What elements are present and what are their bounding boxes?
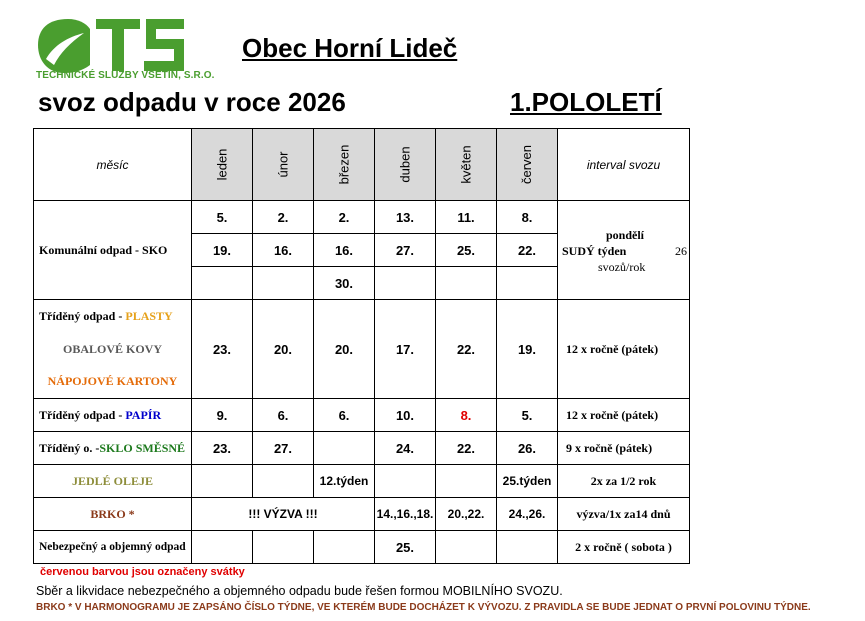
plasty-label-prefix: Tříděný odpad - <box>39 308 126 323</box>
schedule-subtitle: svoz odpadu v roce 2026 <box>38 87 346 117</box>
brko-row <box>34 498 690 531</box>
mobile-collection-note: Sběr a likvidace nebezpečného a objemného odpadu bude řešen formou MOBILNÍHO SVOZU. <box>36 584 563 598</box>
sko-interval-week: SUDÝ týden <box>562 244 627 258</box>
month-cell <box>497 129 558 201</box>
month-cell <box>436 129 497 201</box>
papir-value: 10. <box>375 399 436 432</box>
sklo-label-prefix: Tříděný o. - <box>39 440 100 455</box>
nebezpecny-interval: 2 x ročně ( sobota ) <box>558 531 690 564</box>
papir-label-main: PAPÍR <box>125 407 162 422</box>
plasty-value: 17. <box>375 300 436 399</box>
plasty-label <box>34 300 192 333</box>
month-label: únor <box>275 150 291 178</box>
nebezpecny-label: Nebezpečný a objemný odpad <box>34 531 192 564</box>
plasty-value: 22. <box>436 300 497 399</box>
sko-interval-unit: svozů/rok <box>598 260 646 274</box>
month-cell <box>314 129 375 201</box>
plasty-value: 19. <box>497 300 558 399</box>
sko-interval-day: pondělí <box>606 228 645 242</box>
oleje-interval: 2x za 1/2 rok <box>558 465 690 498</box>
sklo-value: 22. <box>436 432 497 465</box>
papir-value: 6. <box>253 399 314 432</box>
plasty-label-main: PLASTY <box>125 308 173 323</box>
logo-subtitle: TECHNICKÉ SLUŽBY VSETÍN, S.R.O. <box>36 70 215 81</box>
sko-value: 2. <box>314 201 375 234</box>
oleje-value <box>192 465 253 498</box>
month-cell <box>375 129 436 201</box>
holiday-note: červenou barvou jsou označeny svátky <box>40 566 245 578</box>
nebezpecny-value <box>192 531 253 564</box>
plasty-value: 20. <box>314 300 375 399</box>
sko-value: 30. <box>314 267 375 300</box>
sko-value <box>497 267 558 300</box>
oleje-label: JEDLÉ OLEJE <box>34 465 192 498</box>
papir-value: 5. <box>497 399 558 432</box>
month-header: měsíc <box>96 157 129 172</box>
brko-interval: výzva/1x za14 dnů <box>558 498 690 531</box>
month-label: červen <box>519 144 535 184</box>
period-title: 1.POLOLETÍ <box>510 87 662 117</box>
sko-value <box>253 267 314 300</box>
plasty-row-1 <box>34 300 690 333</box>
sko-value: 2. <box>253 201 314 234</box>
nebezpecny-value <box>253 531 314 564</box>
sko-value <box>192 267 253 300</box>
month-label: duben <box>397 145 413 183</box>
oleje-value: 25.týden <box>497 465 558 498</box>
brko-value: 24.,26. <box>497 498 558 531</box>
month-header-cell <box>34 129 192 201</box>
oleje-value <box>375 465 436 498</box>
oleje-row <box>34 465 690 498</box>
oleje-value <box>436 465 497 498</box>
sko-interval <box>558 202 689 298</box>
sklo-value: 26. <box>497 432 558 465</box>
sklo-value <box>314 432 375 465</box>
sklo-value: 27. <box>253 432 314 465</box>
kovy-label: OBALOVÉ KOVY <box>34 333 192 366</box>
sko-value: 22. <box>497 234 558 267</box>
sklo-label <box>34 432 192 465</box>
papir-value: 6. <box>314 399 375 432</box>
nebezpecny-row <box>34 531 690 564</box>
sko-value: 19. <box>192 234 253 267</box>
ts-logo-icon <box>34 15 194 75</box>
papir-label <box>34 399 192 432</box>
municipality-title: Obec Horní Lideč <box>242 33 458 63</box>
nebezpecny-value <box>436 531 497 564</box>
papir-interval: 12 x ročně (pátek) <box>558 399 690 432</box>
sko-value: 13. <box>375 201 436 234</box>
sklo-value: 24. <box>375 432 436 465</box>
sko-value <box>436 267 497 300</box>
oleje-value: 12.týden <box>314 465 375 498</box>
month-cell <box>253 129 314 201</box>
papir-value-holiday: 8. <box>436 399 497 432</box>
brko-value: 14.,16.,18. <box>375 498 436 531</box>
header-row <box>34 129 690 201</box>
nebezpecny-value <box>314 531 375 564</box>
nebezpecny-value: 25. <box>375 531 436 564</box>
sklo-label-main: SKLO SMĚSNÉ <box>99 440 186 455</box>
papir-label-prefix: Tříděný odpad - <box>39 407 126 422</box>
papir-row <box>34 399 690 432</box>
sko-value: 11. <box>436 201 497 234</box>
plasty-interval: 12 x ročně (pátek) <box>558 300 690 399</box>
month-cell <box>192 129 253 201</box>
sko-label: Komunální odpad - SKO <box>34 201 192 300</box>
interval-header-cell <box>558 129 690 201</box>
karton-label: NÁPOJOVÉ KARTONY <box>34 366 192 399</box>
sklo-value: 23. <box>192 432 253 465</box>
sko-interval-cell <box>558 201 690 300</box>
sko-value: 27. <box>375 234 436 267</box>
plasty-value: 23. <box>192 300 253 399</box>
month-label: leden <box>214 148 230 180</box>
sklo-interval: 9 x ročně (pátek) <box>558 432 690 465</box>
brko-challenge: !!! VÝZVA !!! <box>192 498 375 531</box>
sko-row-1 <box>34 201 690 234</box>
sklo-row <box>34 432 690 465</box>
sko-value: 8. <box>497 201 558 234</box>
oleje-value <box>253 465 314 498</box>
brko-note: BRKO * V HARMONOGRAMU JE ZAPSÁNO ČÍSLO TÝDNE, VE KTERÉM BUDE DOCHÁZET K VÝVOZU. Z PRAVIDLA SE BUDE JEDNAT O PRVNÍ POLOVINU TÝDNE. <box>36 602 811 613</box>
schedule-table <box>33 128 690 564</box>
papir-value: 9. <box>192 399 253 432</box>
sko-interval-count: 26 <box>675 244 687 258</box>
plasty-value: 20. <box>253 300 314 399</box>
brko-label: BRKO * <box>34 498 192 531</box>
sko-value: 25. <box>436 234 497 267</box>
month-label: březen <box>336 144 352 184</box>
brko-value: 20.,22. <box>436 498 497 531</box>
month-label: květen <box>458 144 474 184</box>
sko-value: 16. <box>314 234 375 267</box>
sko-value: 16. <box>253 234 314 267</box>
nebezpecny-value <box>497 531 558 564</box>
interval-header: interval svozu <box>586 157 661 172</box>
sko-value <box>375 267 436 300</box>
sko-value: 5. <box>192 201 253 234</box>
